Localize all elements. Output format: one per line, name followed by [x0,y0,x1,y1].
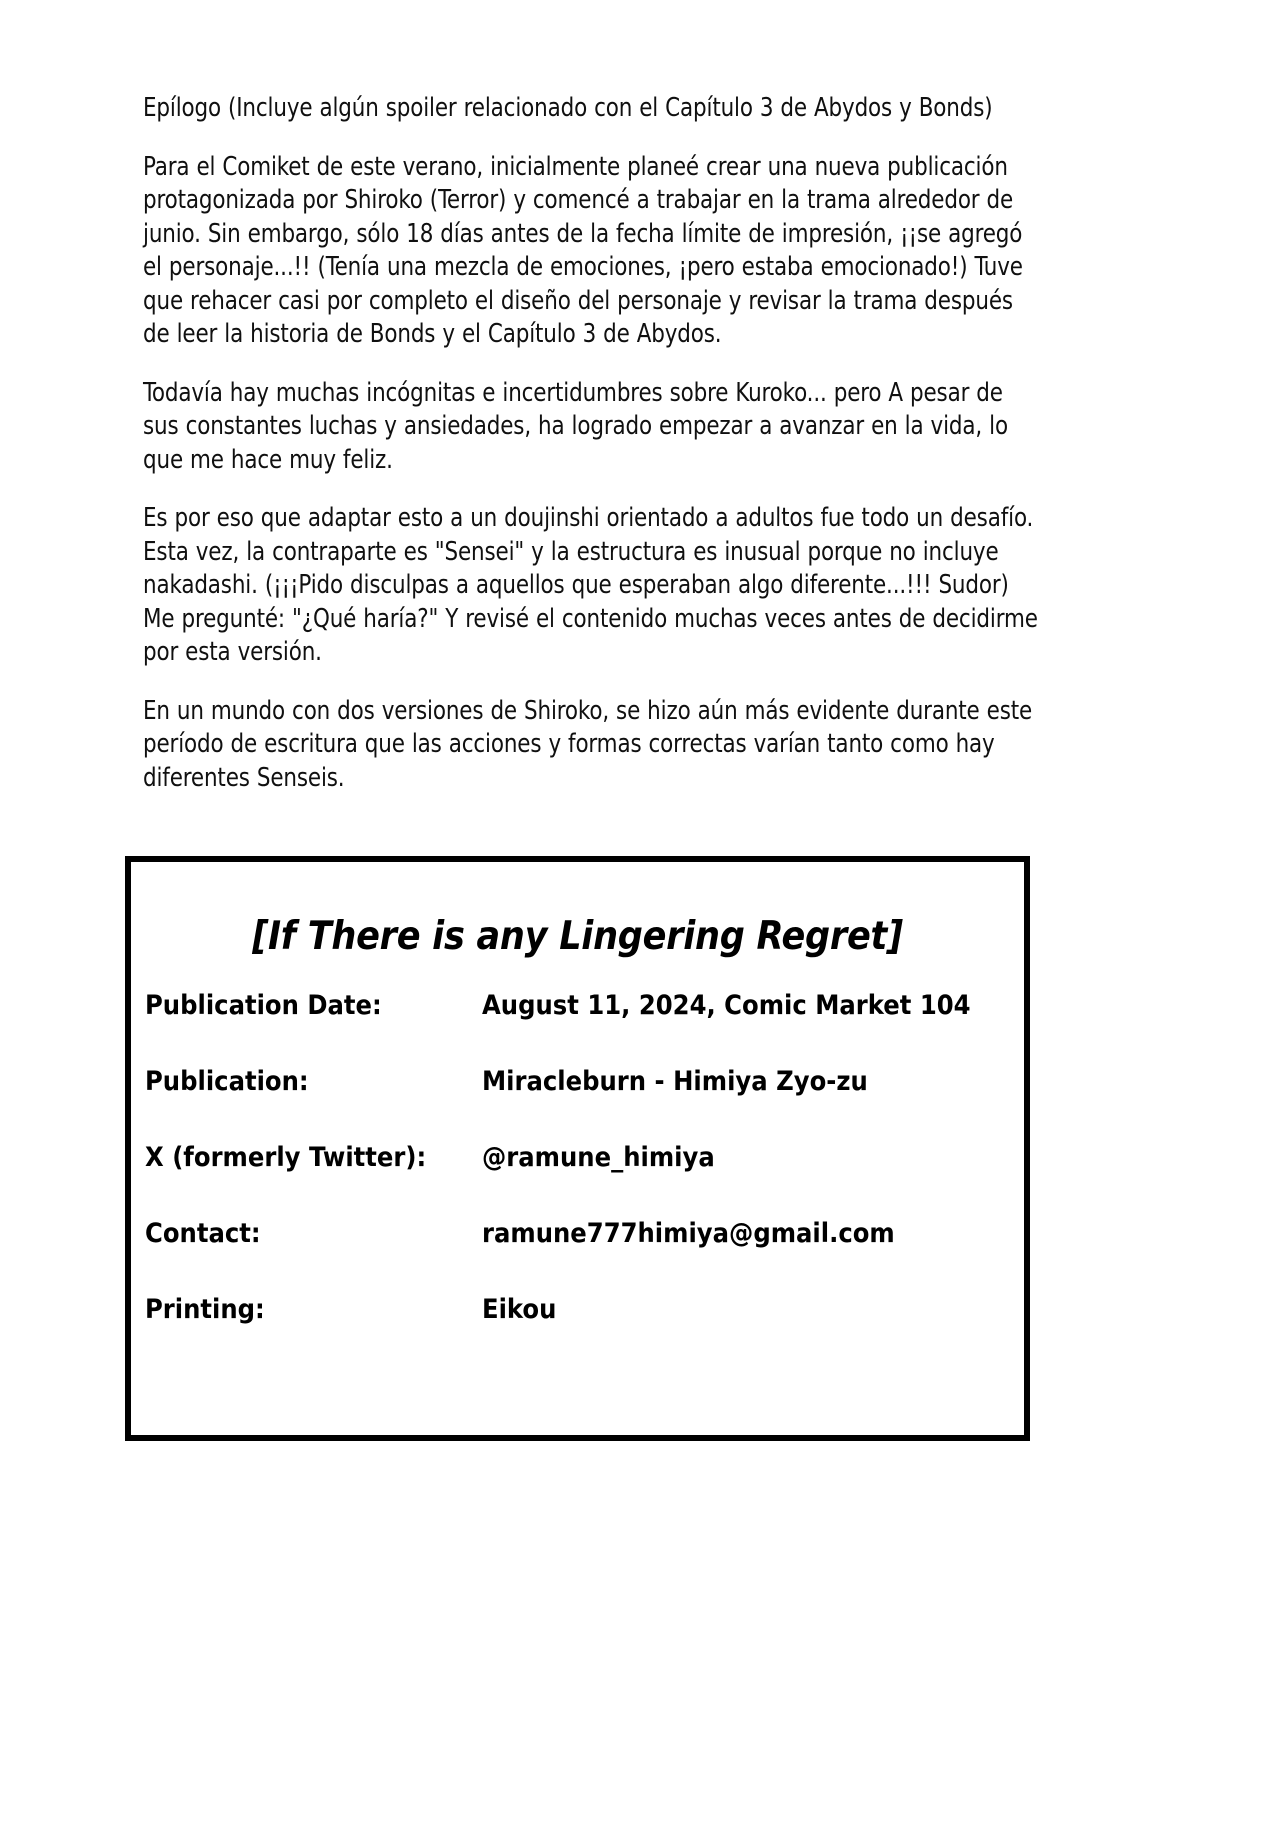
credit-label-printing: Printing: [145,1294,265,1325]
credit-label-contact: Contact: [145,1218,261,1249]
credit-label-publication: Publication: [145,1066,309,1097]
credits-title: [If There is any Lingering Regret] [252,914,903,959]
credit-value-publication: Miracleburn - Himiya Zyo-zu [482,1066,868,1097]
afterword-text-block [143,92,1043,795]
paragraph-kuroko-thoughts: Todavía hay muchas incógnitas e incertidumbres sobre Kuroko... pero A pesar de sus constantes luchas y ansiedades, ha logrado empezar a avanzar en la vida, lo que me hace muy feliz. [143,377,1008,475]
credits-rows [131,990,1024,1326]
credit-row-publication [145,1066,1024,1098]
credits-box [125,856,1030,1441]
credit-label-publication-date: Publication Date: [145,990,382,1021]
credit-row-twitter [145,1142,1024,1174]
paragraph-epilogue-heading: Epílogo (Incluye algún spoiler relacionado con el Capítulo 3 de Abydos y Bonds) [143,93,993,123]
paragraph-two-shirokos: En un mundo con dos versiones de Shiroko, se hizo aún más evidente durante este período de escritura que las acciones y formas correctas varían tanto como hay diferentes Senseis. [143,695,1033,793]
credit-value-contact[interactable]: ramune777himiya@gmail.com [482,1218,895,1249]
paragraph-comiket-plan: Para el Comiket de este verano, inicialmente planeé crear una nueva publicación protagonizada por Shiroko (Terror) y comencé a trabajar en la trama alrededor de junio. Sin embargo, sólo 18 días antes de la fecha límite de impresión, ¡¡se agregó el personaje...!! (Tenía una mezcla de emociones, ¡pero estaba emocionado!) Tuve que rehacer casi por completo el diseño del personaje y revisar la trama después de leer la historia de Bonds y el Capítulo 3 de Abydos. [143,151,1023,349]
credit-row-printing [145,1294,1024,1326]
paragraph-doujinshi-challenge: Es por eso que adaptar esto a un doujinshi orientado a adultos fue todo un desafío. Esta vez, la contraparte es "Sensei" y la estructura es inusual porque no incluye nakadashi. (¡¡¡Pido disculpas a aquellos que esperaban algo diferente...!!! Sudor) Me pregunté: "¿Qué haría?" Y revisé el contenido muchas veces antes de decidirme por esta versión. [143,503,1038,667]
credit-row-contact [145,1218,1024,1250]
credit-value-twitter[interactable]: @ramune_himiya [482,1142,715,1173]
credit-label-twitter: X (formerly Twitter): [145,1142,427,1173]
credit-row-publication-date [145,990,1024,1022]
credit-value-printing: Eikou [482,1294,557,1325]
credit-value-publication-date: August 11, 2024, Comic Market 104 [482,990,971,1021]
